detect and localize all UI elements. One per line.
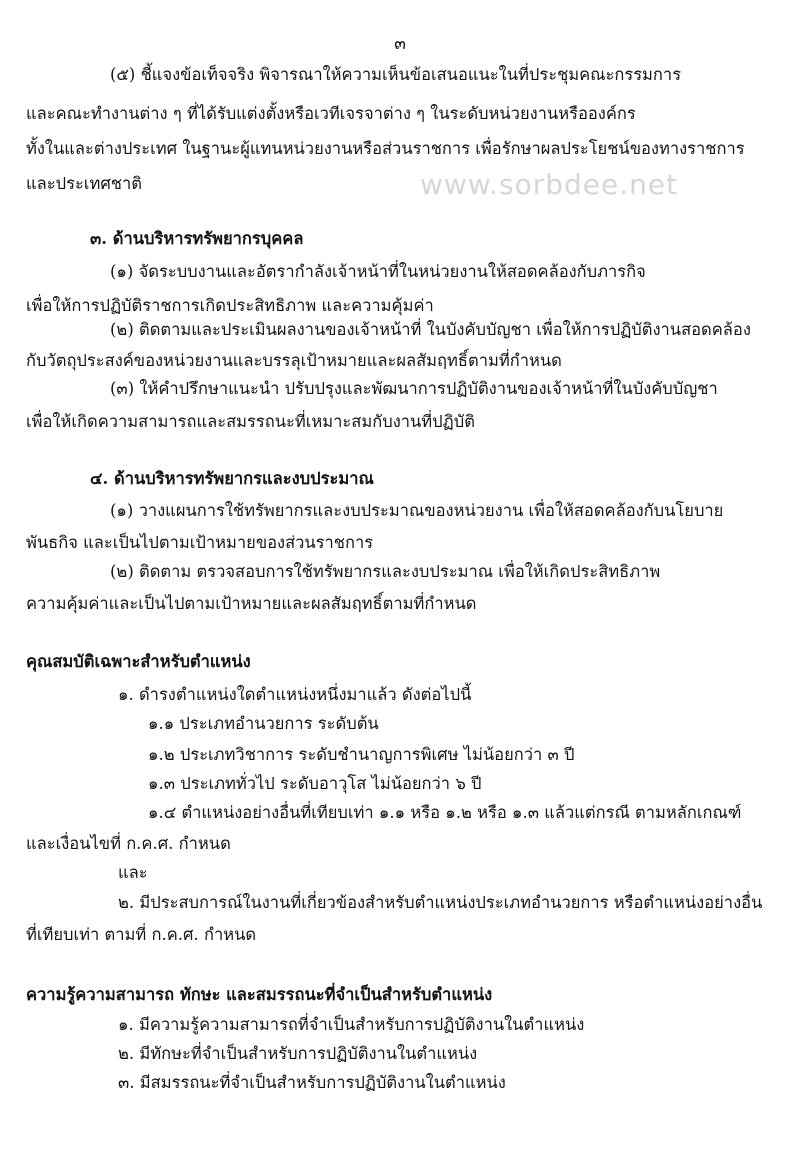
para-5-line-3: ทั้งในและต่างประเทศ ในฐานะผู้แทนหน่วยงานหรือส่วนราชการ เพื่อรักษาผลประโยชน์ของทางราชการ — [26, 139, 745, 158]
qual-item-1: ๑. ดำรงตำแหน่งใดตำแหน่งหนึ่งมาแล้ว ดังต่อไปนี้ — [118, 685, 472, 704]
s4-item-2-line-1: (๒) ติดตาม ตรวจสอบการใช้ทรัพยากรและงบประมาณ เพื่อให้เกิดประสิทธิภาพ — [110, 562, 661, 581]
qual-item-2-line-1: ๒. มีประสบการณ์ในงานที่เกี่ยวข้องสำหรับตำแหน่งประเภทอำนวยการ หรือตำแหน่งอย่างอื่น — [118, 893, 763, 912]
watermark: www.sorbdee.net — [420, 168, 679, 201]
page-number: ๓ — [394, 34, 406, 54]
s3-item-1-line-1: (๑) จัดระบบงานและอัตรากำลังเจ้าหน้าที่ในหน่วยงานให้สอดคล้องกับภารกิจ — [110, 262, 646, 281]
s3-item-2-line-2: กับวัตถุประสงค์ของหน่วยงานและบรรลุเป้าหมายและผลสัมฤทธิ์ตามที่กำหนด — [26, 351, 562, 370]
competency-item-2: ๒. มีทักษะที่จำเป็นสำหรับการปฏิบัติงานในตำแหน่ง — [118, 1044, 478, 1063]
s3-item-3-line-2: เพื่อให้เกิดความสามารถและสมรรถนะที่เหมาะสมกับงานที่ปฏิบัติ — [26, 412, 475, 431]
para-5-line-2: และคณะทำงานต่าง ๆ ที่ได้รับแต่งตั้งหรือเวทีเจรจาต่าง ๆ ในระดับหน่วยงานหรือองค์กร — [26, 104, 636, 123]
section-4-heading: ๔. ด้านบริหารทรัพยากรและงบประมาณ — [90, 469, 374, 488]
competency-heading: ความรู้ความสามารถ ทักษะ และสมรรถนะที่จำเป็นสำหรับตำแหน่ง — [26, 985, 493, 1004]
competency-item-3: ๓. มีสมรรถนะที่จำเป็นสำหรับการปฏิบัติงานในตำแหน่ง — [118, 1073, 506, 1092]
para-5-line-1: (๕) ชี้แจงข้อเท็จจริง พิจารณาให้ความเห็นข้อเสนอแนะในที่ประชุมคณะกรรมการ — [110, 65, 682, 84]
section-3-heading: ๓. ด้านบริหารทรัพยากรบุคคล — [90, 229, 304, 248]
qual-item-1-2: ๑.๒ ประเภทวิชาการ ระดับชำนาญการพิเศษ ไม่น้อยกว่า ๓ ปี — [148, 745, 575, 764]
s3-item-2-line-1: (๒) ติดตามและประเมินผลงานของเจ้าหน้าที่ ในบังคับบัญชา เพื่อให้การปฏิบัติงานสอดคล้อง — [110, 320, 751, 339]
s4-item-1-line-1: (๑) วางแผนการใช้ทรัพยากรและงบประมาณของหน่วยงาน เพื่อให้สอดคล้องกับนโยบาย — [110, 501, 724, 520]
qual-item-1-3: ๑.๓ ประเภททั่วไป ระดับอาวุโส ไม่น้อยกว่า ๖ ปี — [148, 774, 482, 793]
qual-item-1-4-line-2: และเงื่อนไขที่ ก.ค.ศ. กำหนด — [26, 834, 231, 853]
s4-item-1-line-2: พันธกิจ และเป็นไปตามเป้าหมายของส่วนราชการ — [26, 533, 374, 552]
qual-item-2-line-2: ที่เทียบเท่า ตามที่ ก.ค.ศ. กำหนด — [26, 925, 257, 944]
qualifications-heading: คุณสมบัติเฉพาะสำหรับตำแหน่ง — [26, 652, 251, 671]
s3-item-3-line-1: (๓) ให้คำปรึกษาแนะนำ ปรับปรุงและพัฒนาการปฏิบัติงานของเจ้าหน้าที่ในบังคับบัญชา — [110, 379, 718, 398]
qual-item-1-4-line-1: ๑.๔ ตำแหน่งอย่างอื่นที่เทียบเท่า ๑.๑ หรือ ๑.๒ หรือ ๑.๓ แล้วแต่กรณี ตามหลักเกณฑ์ — [148, 803, 742, 822]
s4-item-2-line-2: ความคุ้มค่าและเป็นไปตามเป้าหมายและผลสัมฤทธิ์ตามที่กำหนด — [26, 594, 477, 613]
and-connector: และ — [118, 863, 148, 882]
para-5-line-4: และประเทศชาติ — [26, 174, 142, 193]
competency-item-1: ๑. มีความรู้ความสามารถที่จำเป็นสำหรับการปฏิบัติงานในตำแหน่ง — [118, 1015, 585, 1034]
qual-item-1-1: ๑.๑ ประเภทอำนวยการ ระดับต้น — [148, 714, 379, 733]
s3-item-1-line-2: เพื่อให้การปฏิบัติราชการเกิดประสิทธิภาพ และความคุ้มค่า — [26, 296, 434, 315]
